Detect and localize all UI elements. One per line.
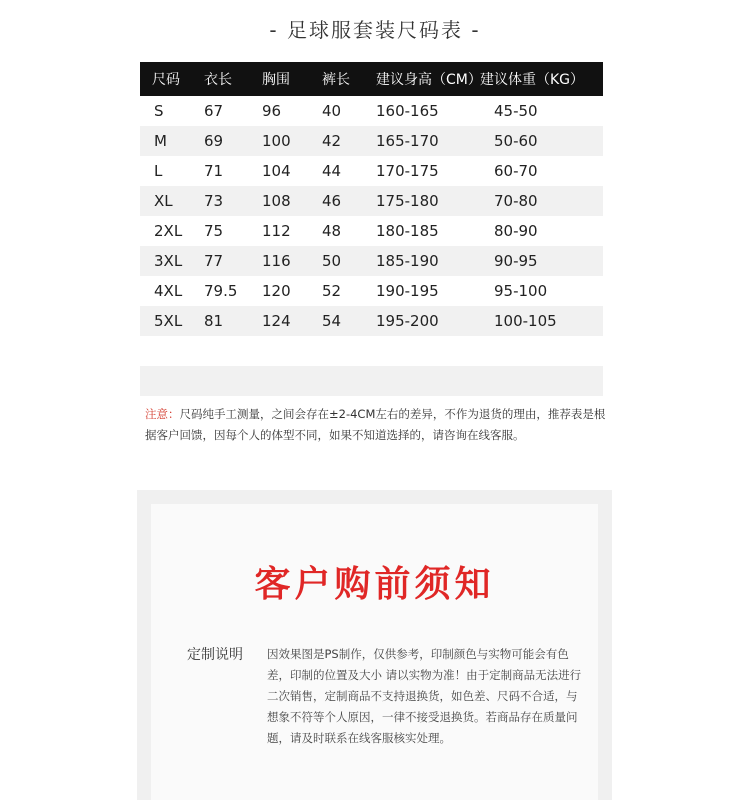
table-row (140, 156, 603, 186)
cell-top-length: 73 (204, 192, 224, 210)
cell-size: 3XL (154, 252, 183, 270)
cell-weight: 45-50 (494, 102, 538, 120)
cell-chest: 96 (262, 102, 282, 120)
cell-weight: 80-90 (494, 222, 538, 240)
cell-top-length: 81 (204, 312, 224, 330)
header-top-length: 衣长 (204, 72, 232, 88)
empty-row (140, 366, 603, 396)
cell-size: XL (154, 192, 173, 210)
cell-height: 190-195 (376, 282, 439, 300)
cell-weight: 70-80 (494, 192, 538, 210)
page-title: - 足球服套装尺码表 - (269, 18, 481, 42)
table-header (140, 62, 603, 96)
cell-size: 4XL (154, 282, 183, 300)
custom-label: 定制说明 (187, 647, 243, 663)
cell-chest: 100 (262, 132, 291, 150)
cell-chest: 120 (262, 282, 291, 300)
header-chest: 胸围 (262, 72, 290, 88)
cell-chest: 104 (262, 162, 291, 180)
cell-pants-length: 48 (322, 222, 342, 240)
cell-height: 180-185 (376, 222, 439, 240)
card-inner (151, 504, 598, 800)
cell-height: 175-180 (376, 192, 439, 210)
header-size: 尺码 (152, 72, 180, 88)
cell-top-length: 67 (204, 102, 224, 120)
note-text: 尺码纯手工测量，之间会存在±2-4CM左右的差异，不作为退货的理由，推荐表是根据客户回馈，因每个人的体型不同，如果不知道选择的，请咨询在线客服。 (145, 407, 606, 442)
cell-pants-length: 42 (322, 132, 342, 150)
cell-weight: 100-105 (494, 312, 557, 330)
cell-size: 5XL (154, 312, 183, 330)
cell-top-length: 79.5 (204, 282, 238, 300)
cell-pants-length: 54 (322, 312, 342, 330)
cell-height: 195-200 (376, 312, 439, 330)
notice-title: 客户购前须知 (254, 564, 495, 605)
measurement-note (145, 404, 615, 446)
table-row (140, 216, 603, 246)
cell-height: 160-165 (376, 102, 439, 120)
cell-size: 2XL (154, 222, 183, 240)
purchase-notice-card (137, 490, 612, 800)
table-row (140, 186, 603, 216)
cell-chest: 116 (262, 252, 291, 270)
table-row (140, 246, 603, 276)
table-row (140, 276, 603, 306)
cell-weight: 60-70 (494, 162, 538, 180)
cell-weight: 95-100 (494, 282, 548, 300)
cell-size: M (154, 132, 167, 150)
header-pants-length: 裤长 (322, 72, 350, 88)
cell-chest: 124 (262, 312, 291, 330)
header-weight: 建议体重（KG） (480, 72, 585, 88)
cell-top-length: 71 (204, 162, 224, 180)
cell-pants-length: 46 (322, 192, 342, 210)
note-label: 注意： (145, 407, 180, 421)
cell-weight: 90-95 (494, 252, 538, 270)
cell-chest: 108 (262, 192, 291, 210)
cell-size: S (154, 102, 164, 120)
cell-pants-length: 40 (322, 102, 342, 120)
table-row (140, 306, 603, 336)
cell-weight: 50-60 (494, 132, 538, 150)
header-height: 建议身高（CM） (376, 72, 482, 88)
cell-top-length: 69 (204, 132, 224, 150)
custom-text: 因效果图是PS制作，仅供参考，印制颜色与实物可能会有色差，印制的位置及大小 请以实物为准！由于定制商品无法进行二次销售，定制商品不支持退换货，如色差、尺码不合适，与想象不符等个人原因，一律不接受退换货。若商品存在质量问题，请及时联系在线客服核实处理。 (267, 647, 582, 745)
cell-height: 185-190 (376, 252, 439, 270)
cell-chest: 112 (262, 222, 291, 240)
empty-row (140, 336, 603, 366)
table-row (140, 96, 603, 126)
cell-height: 170-175 (376, 162, 439, 180)
cell-top-length: 77 (204, 252, 224, 270)
cell-size: L (154, 162, 163, 180)
cell-pants-length: 50 (322, 252, 342, 270)
table-row (140, 126, 603, 156)
cell-top-length: 75 (204, 222, 224, 240)
cell-pants-length: 52 (322, 282, 342, 300)
cell-height: 165-170 (376, 132, 439, 150)
cell-pants-length: 44 (322, 162, 342, 180)
size-chart-table (140, 62, 603, 396)
